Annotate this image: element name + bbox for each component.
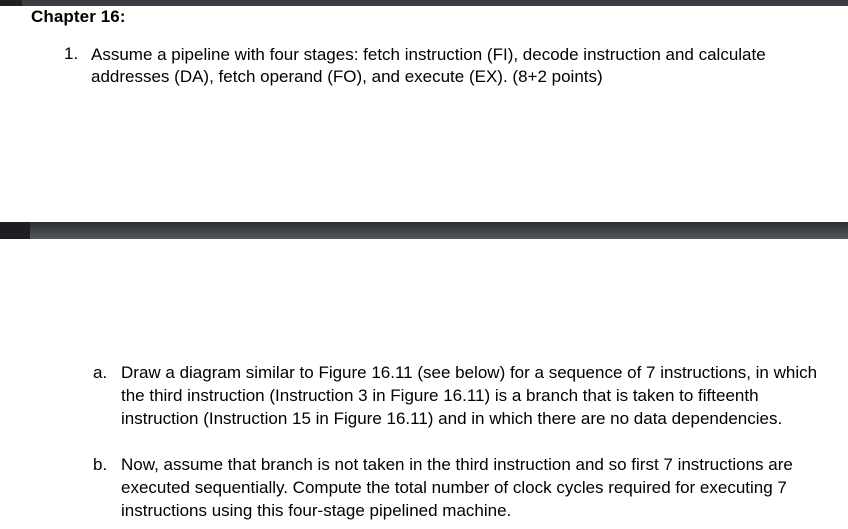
top-divider-bar: [0, 0, 848, 6]
sub-question-letter: a.: [93, 363, 108, 382]
section-separator-bar: [0, 222, 848, 239]
sub-question-letter: b.: [93, 455, 108, 474]
question-number: 1.: [64, 44, 79, 63]
sub-question-text: Now, assume that branch is not taken in the third instruction and so first 7 instructions are executed sequentially. Compute the total number of clock cycles required for executing 7 instructions using this four-stage pipelined machine.: [121, 455, 793, 520]
question-text: Assume a pipeline with four stages: fetch instruction (FI), decode instruction and calculate addresses (DA), fetch operand (FO), and execute (EX). (8+2 points): [91, 45, 766, 86]
sub-question-text: Draw a diagram similar to Figure 16.11 (see below) for a sequence of 7 instructions, in which the third instruction (Instruction 3 in Figure 16.11) is a branch that is taken to fifteenth instruction (Instruction 15 in Figure 16.11) and in which there are no data dependencies.: [121, 363, 818, 428]
separator-notch: [0, 222, 30, 239]
chapter-title: Chapter 16:: [31, 7, 126, 26]
top-divider-notch: [0, 0, 22, 6]
